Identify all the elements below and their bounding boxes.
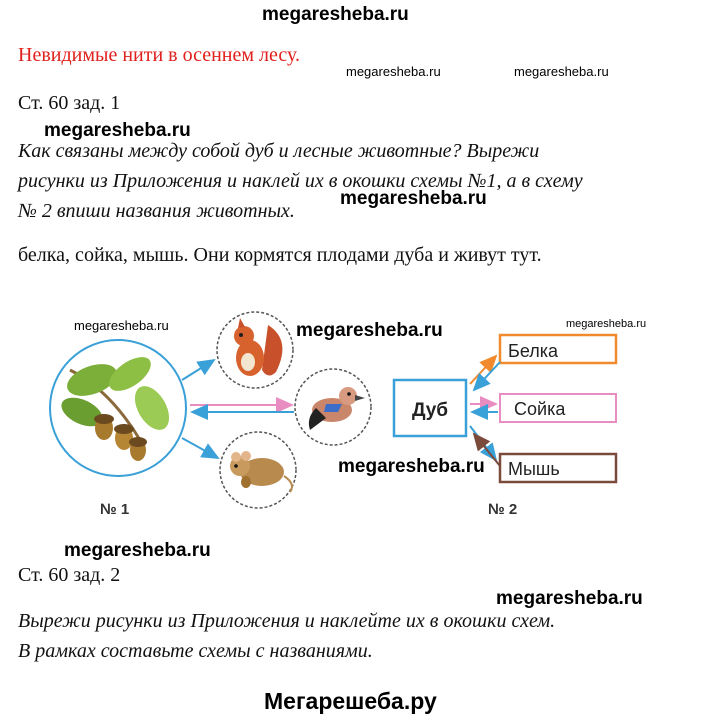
squirrel-circle [217,312,293,388]
question-line: рисунки из Приложения и наклей их в окошки схемы №1, а в схему [18,170,583,192]
watermark: megaresheba.ru [74,318,169,333]
box-jay-label: Сойка [514,399,566,419]
box-squirrel-label: Белка [508,341,559,361]
watermark: megaresheba.ru [514,64,609,79]
section-title: Невидимые нити в осеннем лесу. [18,44,301,66]
box-mouse-label: Мышь [508,459,560,479]
instruction-line: В рамках составьте схемы с названиями. [18,640,373,662]
header-watermark[interactable]: megaresheba.ru [262,4,409,25]
arrow-oak-squirrel [182,360,214,380]
watermark: megaresheba.ru [338,456,485,477]
watermark: megaresheba.ru [346,64,441,79]
footer-brand[interactable]: Мегарешеба.ру [264,688,437,714]
question-line: Как связаны между собой дуб и лесные животные? Вырежи [18,140,540,162]
question-line: № 2 впиши названия животных. [18,200,295,222]
task1-question [18,136,583,226]
instruction-line: Вырежи рисунки из Приложения и наклейте их в окошки схем. [18,610,556,632]
mouse-circle [220,432,296,508]
watermark: megaresheba.ru [566,318,647,330]
task1-ref: Ст. 60 зад. 1 [18,92,121,114]
scheme2-label: № 2 [488,501,518,518]
task2-ref: Ст. 60 зад. 2 [18,564,121,586]
watermark: megaresheba.ru [496,588,643,609]
task1-answer: белка, сойка, мышь. Они кормятся плодами дуба и живут тут. [18,244,542,266]
watermark: megaresheba.ru [44,120,191,141]
arrow-oak-mouse [182,438,218,458]
jay-circle [295,369,371,445]
scheme1-label: № 1 [100,501,130,518]
oak-circle [50,340,186,476]
watermark: megaresheba.ru [296,320,443,341]
task2-instruction [18,606,555,666]
watermark: megaresheba.ru [64,540,211,561]
oak-box-label: Дуб [411,400,449,421]
watermark: megaresheba.ru [340,188,487,209]
